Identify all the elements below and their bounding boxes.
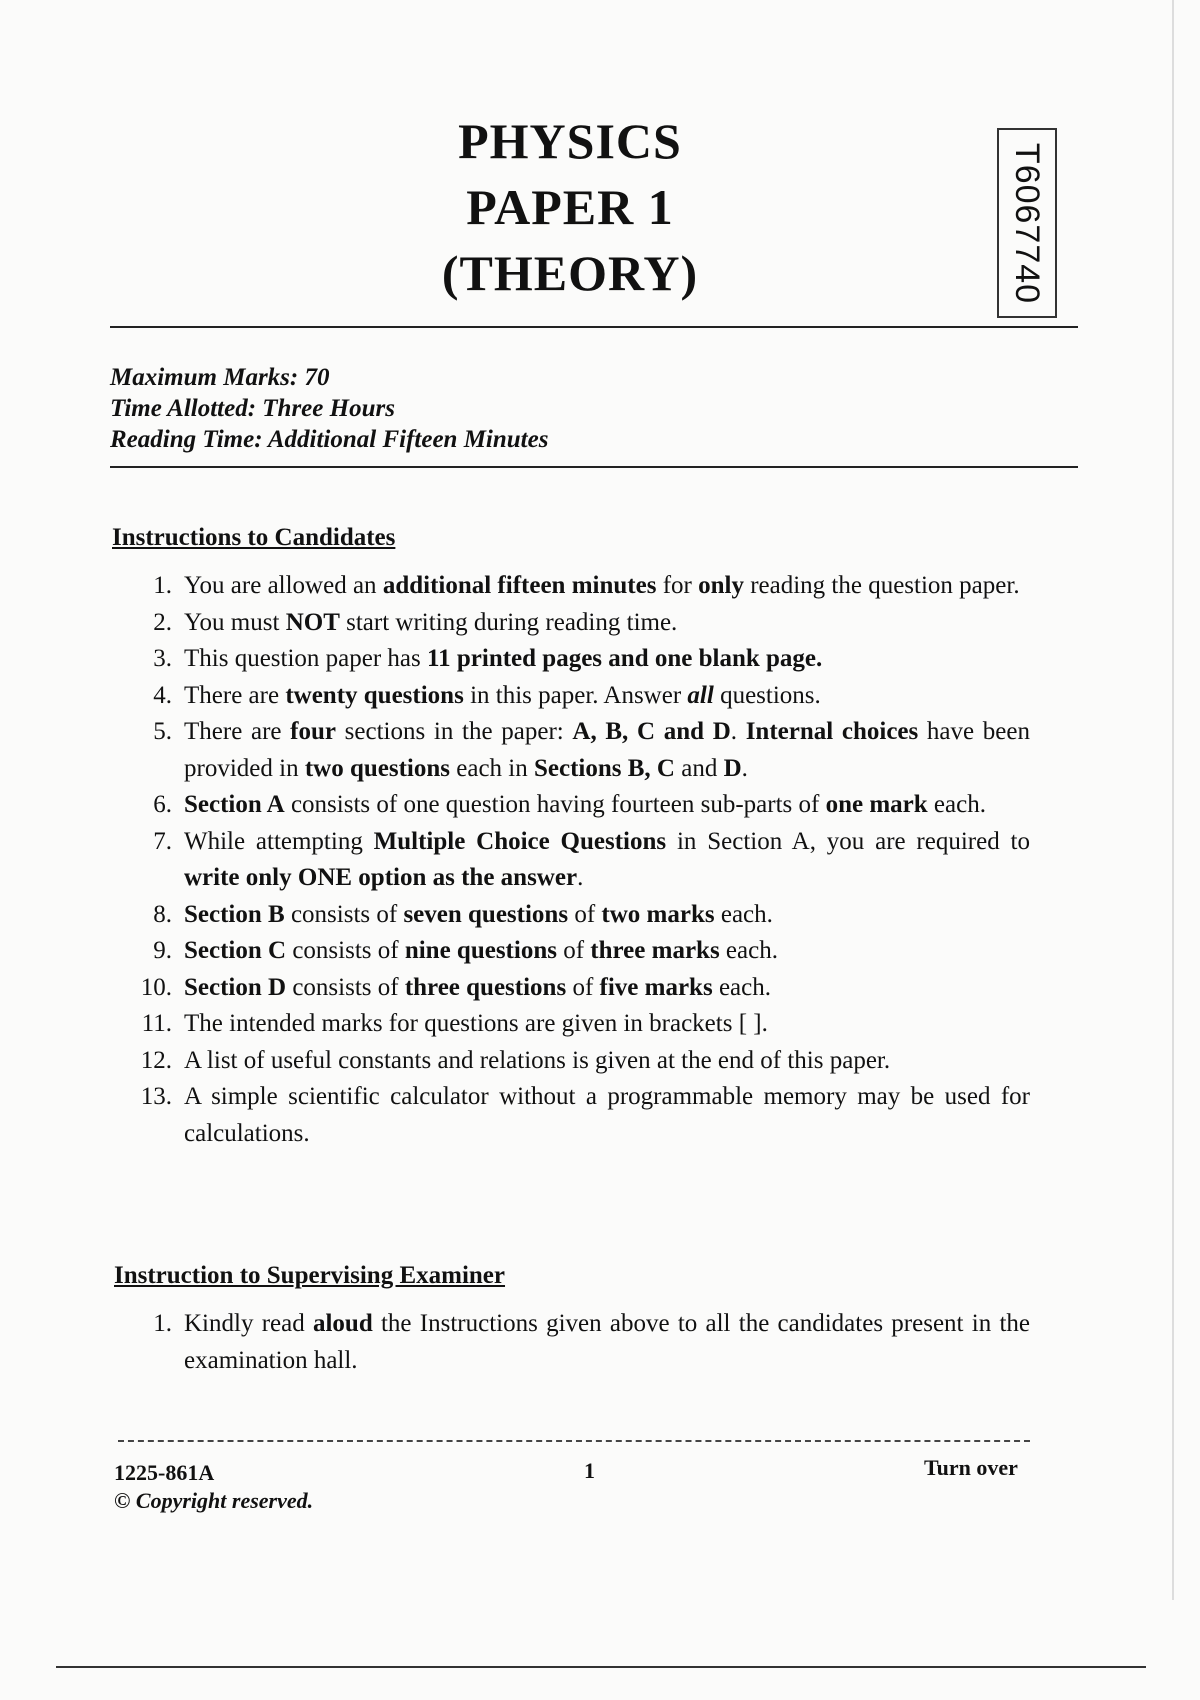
page-edge — [1172, 0, 1174, 1600]
instruction-item-8 — [110, 897, 1030, 934]
title-paper: PAPER 1 — [466, 179, 674, 235]
instructions-list — [110, 568, 1030, 1152]
serial-number: T6067740 — [1008, 142, 1047, 304]
instruction-item-12 — [110, 1043, 1030, 1080]
instruction-item-9 — [110, 933, 1030, 970]
exam-meta — [110, 362, 548, 455]
instruction-item-number: 7. — [153, 827, 172, 855]
supervisor-item-number: 1. — [153, 1310, 172, 1337]
time-allotted: Time Allotted: Three Hours — [110, 395, 395, 422]
instruction-item-11 — [110, 1006, 1030, 1043]
title-type: (THEORY) — [441, 245, 699, 301]
instruction-item-text: You must NOT start writing during reading time. — [184, 608, 678, 636]
instruction-item-text: You are allowed an additional fifteen minutes for only reading the question paper. — [184, 572, 1020, 599]
instruction-item-text: Section C consists of nine questions of three marks each. — [184, 937, 778, 964]
instruction-item-5 — [110, 714, 1030, 787]
instruction-item-text: There are four sections in the paper: A, B, C and D. Internal choices have been provided in two questions each in Sections B, C and D. — [184, 718, 1030, 782]
instruction-item-2 — [110, 605, 1030, 642]
supervisor-heading: Instruction to Supervising Examiner — [114, 1262, 506, 1289]
instruction-item-number: 13. — [140, 1083, 172, 1110]
instruction-item-3 — [110, 641, 1030, 678]
instruction-item-number: 9. — [153, 937, 172, 964]
instruction-item-text: The intended marks for questions are given in brackets [ ]. — [184, 1010, 768, 1037]
instruction-item-text: While attempting Multiple Choice Questions in Section A, you are required to write only ONE option as the answer. — [184, 827, 1030, 891]
instructions-heading: Instructions to Candidates — [112, 524, 396, 551]
paper-code: 1225-861A — [114, 1460, 215, 1485]
instruction-item-number: 1. — [153, 572, 172, 599]
instruction-item-number: 10. — [140, 973, 172, 1001]
supervisor-item-1 — [110, 1306, 1030, 1379]
instruction-item-number: 11. — [141, 1010, 172, 1037]
instruction-item-text: This question paper has 11 printed pages and one blank page. — [184, 645, 823, 672]
meta-divider — [110, 466, 1078, 468]
instruction-item-text: A simple scientific calculator without a programmable memory may be used for calculations. — [184, 1083, 1030, 1147]
instruction-item-6 — [110, 787, 1030, 824]
instruction-item-10 — [110, 970, 1030, 1007]
title-subject: PHYSICS — [458, 113, 682, 169]
instruction-item-text: Section B consists of seven questions of two marks each. — [184, 900, 773, 928]
instruction-item-number: 2. — [153, 608, 172, 636]
max-marks: Maximum Marks: 70 — [110, 364, 330, 391]
instruction-item-1 — [110, 568, 1030, 605]
paper-title — [0, 108, 1140, 306]
supervisor-list — [110, 1306, 1030, 1379]
instruction-item-7 — [110, 824, 1030, 897]
page-number: 1 — [584, 1458, 595, 1483]
turn-over-note: Turn over — [924, 1455, 1018, 1480]
instruction-item-13 — [110, 1079, 1030, 1152]
scan-bottom-edge — [56, 1666, 1146, 1668]
serial-number-box — [997, 128, 1057, 318]
supervisor-item-text: Kindly read aloud the Instructions given above to all the candidates present in the examination hall. — [184, 1310, 1030, 1374]
instruction-item-number: 5. — [153, 718, 172, 745]
title-divider — [110, 326, 1078, 328]
instruction-item-number: 3. — [153, 645, 172, 672]
instruction-item-text: There are twenty questions in this paper. Answer all questions. — [184, 681, 821, 709]
instruction-item-number: 8. — [153, 900, 172, 928]
instruction-item-text: A list of useful constants and relations is given at the end of this paper. — [184, 1046, 891, 1074]
copyright-note: © Copyright reserved. — [114, 1488, 314, 1513]
instruction-item-number: 4. — [153, 681, 172, 709]
footer-divider — [118, 1440, 1030, 1442]
instruction-item-number: 6. — [153, 791, 172, 818]
instruction-item-text: Section D consists of three questions of five marks each. — [184, 973, 771, 1001]
instruction-item-text: Section A consists of one question having fourteen sub-parts of one mark each. — [184, 791, 986, 818]
instruction-item-number: 12. — [140, 1046, 172, 1074]
reading-time: Reading Time: Additional Fifteen Minutes — [110, 426, 549, 453]
instruction-item-4 — [110, 678, 1030, 715]
